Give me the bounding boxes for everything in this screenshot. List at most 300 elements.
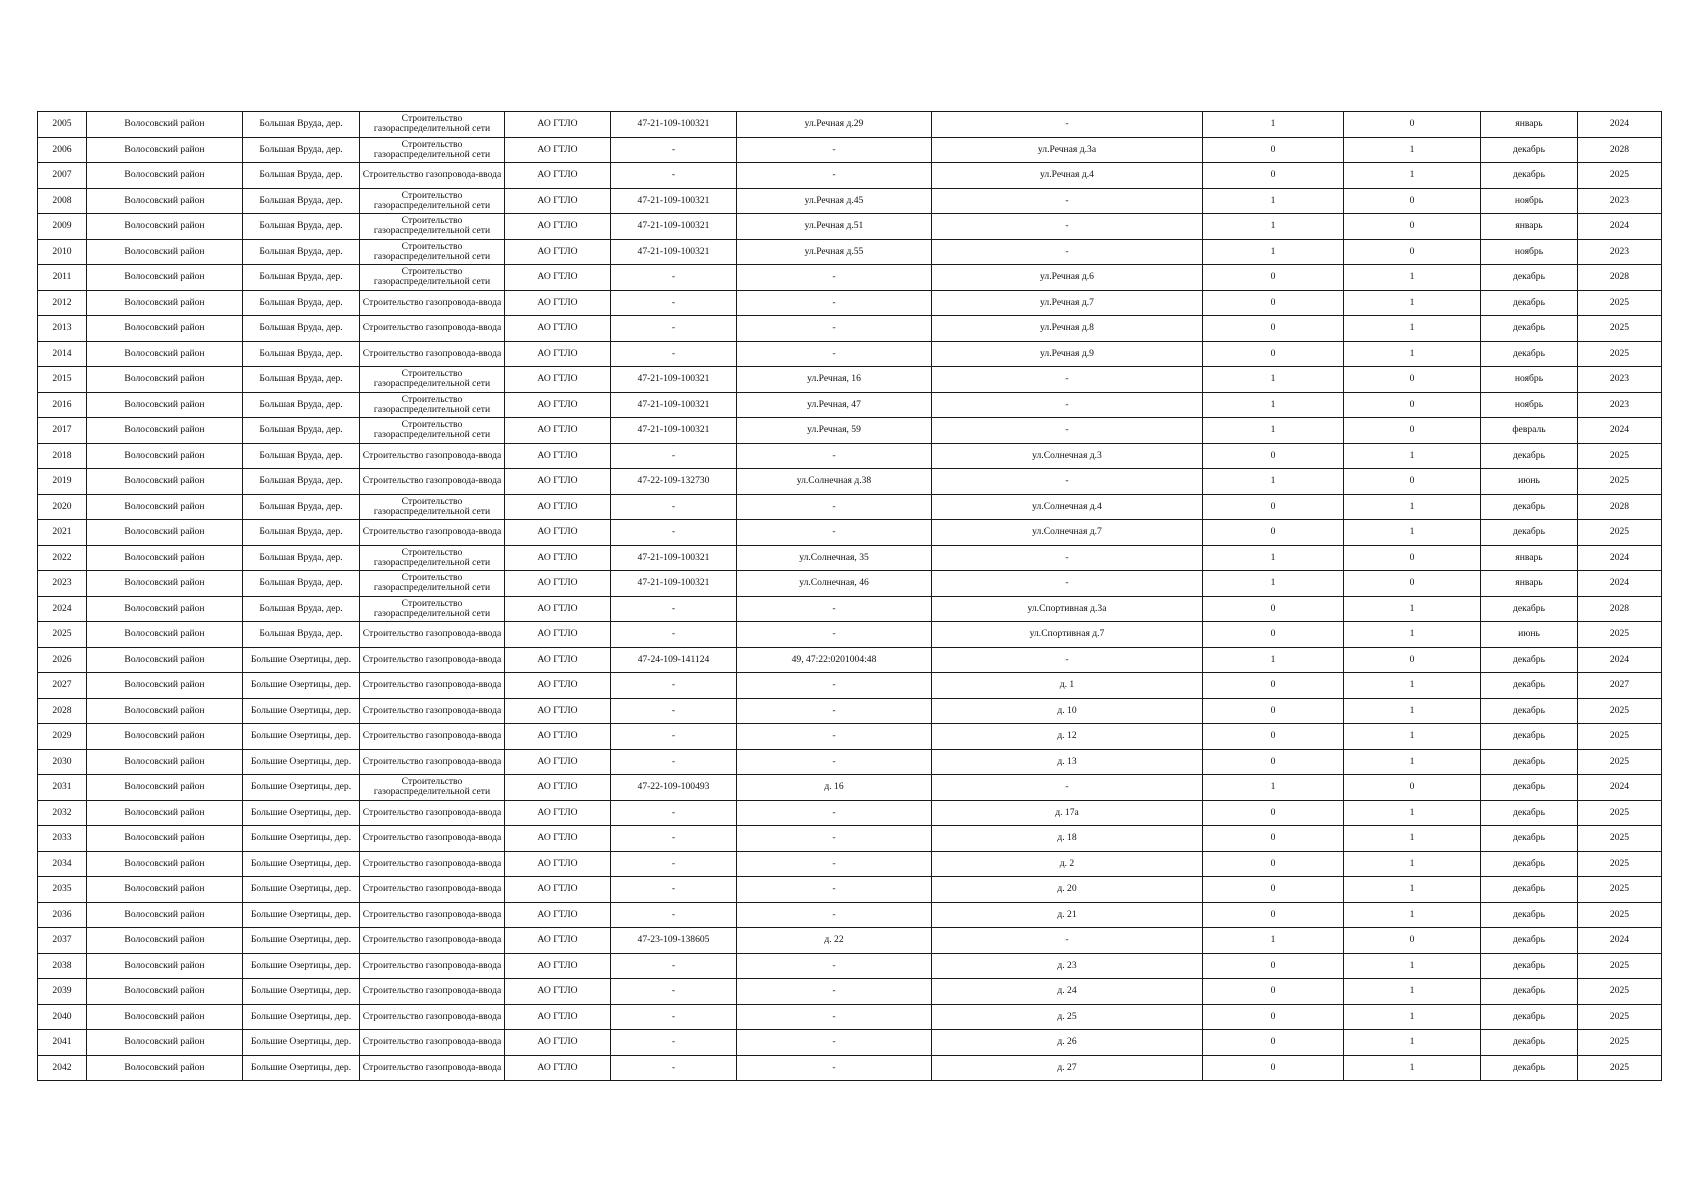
cell-district: Волосовский район: [87, 724, 243, 750]
cell-address-planned: -: [932, 188, 1203, 214]
cell-address-planned: ул.Солнечная д.3: [932, 443, 1203, 469]
cell-locality: Большая Вруда, дер.: [243, 443, 360, 469]
cell-value-2: 0: [1344, 239, 1481, 265]
cell-value-1: 0: [1203, 265, 1344, 291]
cell-district: Волосовский район: [87, 851, 243, 877]
cell-code: -: [611, 1030, 737, 1056]
cell-value-2: 1: [1344, 520, 1481, 546]
cell-organization: АО ГТЛО: [505, 265, 611, 291]
cell-number: 2005: [38, 112, 87, 138]
cell-number: 2029: [38, 724, 87, 750]
cell-address-built: -: [737, 1004, 932, 1030]
table-row: [38, 214, 1662, 240]
cell-address-built: ул.Речная д.55: [737, 239, 932, 265]
cell-month: июнь: [1481, 622, 1578, 648]
cell-work-type: Строительство газораспределительной сети: [360, 418, 505, 444]
cell-organization: АО ГТЛО: [505, 494, 611, 520]
cell-number: 2020: [38, 494, 87, 520]
cell-district: Волосовский район: [87, 928, 243, 954]
cell-address-built: -: [737, 265, 932, 291]
cell-month: декабрь: [1481, 851, 1578, 877]
cell-number: 2023: [38, 571, 87, 597]
cell-number: 2034: [38, 851, 87, 877]
cell-address-planned: ул.Речная д.7: [932, 290, 1203, 316]
cell-month: декабрь: [1481, 673, 1578, 699]
cell-year: 2028: [1578, 265, 1662, 291]
cell-year: 2025: [1578, 469, 1662, 495]
cell-code: -: [611, 622, 737, 648]
cell-value-2: 1: [1344, 622, 1481, 648]
cell-locality: Большая Вруда, дер.: [243, 163, 360, 189]
cell-address-built: ул.Речная д.29: [737, 112, 932, 138]
cell-number: 2010: [38, 239, 87, 265]
table-row: [38, 265, 1662, 291]
cell-organization: АО ГТЛО: [505, 469, 611, 495]
cell-code: 47-21-109-100321: [611, 571, 737, 597]
cell-year: 2028: [1578, 596, 1662, 622]
cell-organization: АО ГТЛО: [505, 520, 611, 546]
cell-code: 47-22-109-132730: [611, 469, 737, 495]
cell-year: 2025: [1578, 749, 1662, 775]
table-row: [38, 571, 1662, 597]
cell-value-1: 0: [1203, 851, 1344, 877]
cell-work-type: Строительство газопровода-ввода: [360, 698, 505, 724]
cell-organization: АО ГТЛО: [505, 1004, 611, 1030]
cell-value-2: 1: [1344, 494, 1481, 520]
cell-code: -: [611, 1004, 737, 1030]
cell-locality: Большие Озертицы, дер.: [243, 749, 360, 775]
cell-value-1: 0: [1203, 749, 1344, 775]
cell-district: Волосовский район: [87, 1004, 243, 1030]
cell-address-built: ул.Речная, 59: [737, 418, 932, 444]
cell-address-planned: д. 17а: [932, 800, 1203, 826]
table-row: [38, 928, 1662, 954]
cell-code: 47-21-109-100321: [611, 214, 737, 240]
cell-address-planned: д. 23: [932, 953, 1203, 979]
table-row: [38, 673, 1662, 699]
cell-locality: Большие Озертицы, дер.: [243, 775, 360, 801]
cell-address-built: -: [737, 596, 932, 622]
cell-organization: АО ГТЛО: [505, 341, 611, 367]
cell-code: -: [611, 673, 737, 699]
cell-organization: АО ГТЛО: [505, 928, 611, 954]
cell-year: 2025: [1578, 1004, 1662, 1030]
cell-address-built: -: [737, 290, 932, 316]
table-row: [38, 953, 1662, 979]
cell-organization: АО ГТЛО: [505, 724, 611, 750]
cell-year: 2025: [1578, 953, 1662, 979]
cell-month: январь: [1481, 214, 1578, 240]
cell-organization: АО ГТЛО: [505, 851, 611, 877]
cell-district: Волосовский район: [87, 520, 243, 546]
cell-number: 2013: [38, 316, 87, 342]
cell-number: 2019: [38, 469, 87, 495]
cell-value-2: 1: [1344, 724, 1481, 750]
cell-locality: Большая Вруда, дер.: [243, 137, 360, 163]
cell-value-2: 0: [1344, 367, 1481, 393]
table-row: [38, 724, 1662, 750]
cell-value-2: 1: [1344, 1004, 1481, 1030]
cell-code: -: [611, 1055, 737, 1081]
cell-year: 2025: [1578, 877, 1662, 903]
cell-organization: АО ГТЛО: [505, 392, 611, 418]
cell-address-built: ул.Солнечная, 46: [737, 571, 932, 597]
cell-locality: Большие Озертицы, дер.: [243, 1004, 360, 1030]
cell-organization: АО ГТЛО: [505, 698, 611, 724]
cell-code: -: [611, 596, 737, 622]
cell-district: Волосовский район: [87, 137, 243, 163]
cell-address-built: -: [737, 1030, 932, 1056]
table-row: [38, 596, 1662, 622]
cell-work-type: Строительство газопровода-ввода: [360, 826, 505, 852]
cell-address-planned: ул.Солнечная д.4: [932, 494, 1203, 520]
cell-value-1: 0: [1203, 520, 1344, 546]
cell-code: -: [611, 851, 737, 877]
cell-district: Волосовский район: [87, 647, 243, 673]
cell-value-2: 0: [1344, 545, 1481, 571]
cell-code: -: [611, 494, 737, 520]
cell-address-planned: д. 24: [932, 979, 1203, 1005]
cell-organization: АО ГТЛО: [505, 214, 611, 240]
cell-organization: АО ГТЛО: [505, 953, 611, 979]
cell-address-planned: -: [932, 545, 1203, 571]
cell-value-2: 1: [1344, 800, 1481, 826]
cell-year: 2024: [1578, 418, 1662, 444]
cell-value-2: 1: [1344, 137, 1481, 163]
cell-district: Волосовский район: [87, 443, 243, 469]
cell-locality: Большая Вруда, дер.: [243, 545, 360, 571]
cell-number: 2009: [38, 214, 87, 240]
table-row: [38, 902, 1662, 928]
cell-district: Волосовский район: [87, 902, 243, 928]
cell-value-1: 0: [1203, 1030, 1344, 1056]
cell-work-type: Строительство газопровода-ввода: [360, 443, 505, 469]
cell-district: Волосовский район: [87, 979, 243, 1005]
cell-work-type: Строительство газопровода-ввода: [360, 1055, 505, 1081]
cell-value-1: 0: [1203, 877, 1344, 903]
cell-address-planned: -: [932, 571, 1203, 597]
cell-work-type: Строительство газопровода-ввода: [360, 877, 505, 903]
cell-address-planned: -: [932, 469, 1203, 495]
cell-number: 2027: [38, 673, 87, 699]
cell-locality: Большая Вруда, дер.: [243, 239, 360, 265]
cell-year: 2024: [1578, 928, 1662, 954]
cell-locality: Большие Озертицы, дер.: [243, 953, 360, 979]
cell-address-built: -: [737, 953, 932, 979]
cell-locality: Большие Озертицы, дер.: [243, 979, 360, 1005]
cell-month: декабрь: [1481, 826, 1578, 852]
cell-code: 47-24-109-141124: [611, 647, 737, 673]
cell-code: -: [611, 953, 737, 979]
cell-value-1: 1: [1203, 239, 1344, 265]
cell-work-type: Строительство газораспределительной сети: [360, 571, 505, 597]
cell-district: Волосовский район: [87, 469, 243, 495]
cell-value-2: 1: [1344, 290, 1481, 316]
table-row: [38, 418, 1662, 444]
cell-organization: АО ГТЛО: [505, 877, 611, 903]
cell-value-2: 0: [1344, 647, 1481, 673]
cell-address-built: -: [737, 1055, 932, 1081]
cell-organization: АО ГТЛО: [505, 902, 611, 928]
cell-address-planned: д. 25: [932, 1004, 1203, 1030]
cell-month: декабрь: [1481, 724, 1578, 750]
cell-locality: Большая Вруда, дер.: [243, 418, 360, 444]
cell-organization: АО ГТЛО: [505, 112, 611, 138]
cell-value-1: 1: [1203, 418, 1344, 444]
cell-locality: Большие Озертицы, дер.: [243, 851, 360, 877]
cell-address-built: -: [737, 341, 932, 367]
cell-code: -: [611, 724, 737, 750]
cell-locality: Большие Озертицы, дер.: [243, 800, 360, 826]
cell-address-built: -: [737, 749, 932, 775]
cell-code: -: [611, 290, 737, 316]
cell-number: 2042: [38, 1055, 87, 1081]
cell-code: 47-21-109-100321: [611, 239, 737, 265]
cell-address-built: ул.Речная, 16: [737, 367, 932, 393]
cell-address-planned: -: [932, 367, 1203, 393]
cell-number: 2030: [38, 749, 87, 775]
cell-value-2: 0: [1344, 188, 1481, 214]
cell-district: Волосовский район: [87, 1030, 243, 1056]
cell-address-planned: -: [932, 239, 1203, 265]
cell-number: 2022: [38, 545, 87, 571]
cell-value-2: 0: [1344, 418, 1481, 444]
cell-month: декабрь: [1481, 1030, 1578, 1056]
cell-district: Волосовский район: [87, 596, 243, 622]
cell-organization: АО ГТЛО: [505, 749, 611, 775]
table-row: [38, 1004, 1662, 1030]
cell-district: Волосовский район: [87, 290, 243, 316]
cell-value-2: 1: [1344, 596, 1481, 622]
cell-number: 2026: [38, 647, 87, 673]
cell-month: декабрь: [1481, 1055, 1578, 1081]
cell-year: 2025: [1578, 902, 1662, 928]
cell-district: Волосовский район: [87, 800, 243, 826]
cell-locality: Большие Озертицы, дер.: [243, 673, 360, 699]
cell-value-2: 0: [1344, 571, 1481, 597]
cell-number: 2008: [38, 188, 87, 214]
cell-organization: АО ГТЛО: [505, 622, 611, 648]
cell-work-type: Строительство газопровода-ввода: [360, 316, 505, 342]
cell-address-planned: ул.Речная д.4: [932, 163, 1203, 189]
cell-locality: Большие Озертицы, дер.: [243, 928, 360, 954]
cell-value-1: 1: [1203, 392, 1344, 418]
cell-value-1: 0: [1203, 800, 1344, 826]
cell-year: 2025: [1578, 851, 1662, 877]
cell-month: декабрь: [1481, 647, 1578, 673]
cell-code: -: [611, 163, 737, 189]
cell-organization: АО ГТЛО: [505, 826, 611, 852]
cell-value-1: 0: [1203, 494, 1344, 520]
cell-address-planned: ул.Солнечная д.7: [932, 520, 1203, 546]
cell-address-built: -: [737, 622, 932, 648]
cell-locality: Большая Вруда, дер.: [243, 469, 360, 495]
cell-value-2: 1: [1344, 877, 1481, 903]
cell-value-1: 1: [1203, 545, 1344, 571]
cell-year: 2025: [1578, 520, 1662, 546]
cell-month: декабрь: [1481, 953, 1578, 979]
cell-work-type: Строительство газораспределительной сети: [360, 494, 505, 520]
cell-year: 2023: [1578, 239, 1662, 265]
cell-month: июнь: [1481, 469, 1578, 495]
cell-work-type: Строительство газопровода-ввода: [360, 800, 505, 826]
cell-number: 2031: [38, 775, 87, 801]
cell-district: Волосовский район: [87, 826, 243, 852]
cell-work-type: Строительство газораспределительной сети: [360, 367, 505, 393]
table-row: [38, 163, 1662, 189]
cell-locality: Большая Вруда, дер.: [243, 367, 360, 393]
cell-organization: АО ГТЛО: [505, 316, 611, 342]
cell-month: декабрь: [1481, 1004, 1578, 1030]
cell-work-type: Строительство газопровода-ввода: [360, 647, 505, 673]
cell-district: Волосовский район: [87, 341, 243, 367]
cell-year: 2025: [1578, 443, 1662, 469]
cell-address-built: -: [737, 877, 932, 903]
cell-address-built: -: [737, 494, 932, 520]
cell-value-2: 0: [1344, 928, 1481, 954]
cell-year: 2024: [1578, 545, 1662, 571]
cell-value-2: 1: [1344, 316, 1481, 342]
cell-month: декабрь: [1481, 290, 1578, 316]
cell-locality: Большие Озертицы, дер.: [243, 902, 360, 928]
table-row: [38, 877, 1662, 903]
cell-district: Волосовский район: [87, 392, 243, 418]
cell-value-1: 1: [1203, 647, 1344, 673]
cell-number: 2016: [38, 392, 87, 418]
cell-month: декабрь: [1481, 877, 1578, 903]
cell-month: декабрь: [1481, 775, 1578, 801]
cell-district: Волосовский район: [87, 163, 243, 189]
cell-value-2: 0: [1344, 392, 1481, 418]
cell-value-2: 1: [1344, 163, 1481, 189]
cell-district: Волосовский район: [87, 571, 243, 597]
cell-district: Волосовский район: [87, 418, 243, 444]
cell-number: 2032: [38, 800, 87, 826]
table-row: [38, 188, 1662, 214]
cell-value-2: 0: [1344, 469, 1481, 495]
cell-value-1: 1: [1203, 112, 1344, 138]
cell-locality: Большая Вруда, дер.: [243, 596, 360, 622]
cell-locality: Большая Вруда, дер.: [243, 112, 360, 138]
cell-address-planned: -: [932, 928, 1203, 954]
cell-work-type: Строительство газопровода-ввода: [360, 290, 505, 316]
cell-work-type: Строительство газораспределительной сети: [360, 112, 505, 138]
cell-address-planned: -: [932, 392, 1203, 418]
cell-district: Волосовский район: [87, 877, 243, 903]
cell-code: 47-21-109-100321: [611, 418, 737, 444]
cell-code: 47-21-109-100321: [611, 392, 737, 418]
cell-code: 47-23-109-138605: [611, 928, 737, 954]
cell-work-type: Строительство газопровода-ввода: [360, 1004, 505, 1030]
cell-district: Волосовский район: [87, 239, 243, 265]
table-row: [38, 392, 1662, 418]
cell-locality: Большая Вруда, дер.: [243, 290, 360, 316]
cell-organization: АО ГТЛО: [505, 979, 611, 1005]
cell-address-built: д. 22: [737, 928, 932, 954]
cell-year: 2025: [1578, 1055, 1662, 1081]
table-row: [38, 469, 1662, 495]
cell-month: декабрь: [1481, 265, 1578, 291]
cell-year: 2025: [1578, 979, 1662, 1005]
cell-address-planned: д. 27: [932, 1055, 1203, 1081]
cell-number: 2021: [38, 520, 87, 546]
cell-organization: АО ГТЛО: [505, 596, 611, 622]
cell-district: Волосовский район: [87, 188, 243, 214]
cell-code: 47-21-109-100321: [611, 188, 737, 214]
cell-year: 2027: [1578, 673, 1662, 699]
cell-district: Волосовский район: [87, 622, 243, 648]
cell-month: декабрь: [1481, 443, 1578, 469]
cell-value-1: 0: [1203, 137, 1344, 163]
cell-address-planned: д. 21: [932, 902, 1203, 928]
cell-value-2: 1: [1344, 341, 1481, 367]
cell-locality: Большая Вруда, дер.: [243, 622, 360, 648]
cell-address-planned: д. 13: [932, 749, 1203, 775]
table-row: [38, 545, 1662, 571]
cell-value-1: 0: [1203, 826, 1344, 852]
cell-organization: АО ГТЛО: [505, 545, 611, 571]
cell-work-type: Строительство газопровода-ввода: [360, 163, 505, 189]
cell-month: декабрь: [1481, 341, 1578, 367]
cell-month: декабрь: [1481, 596, 1578, 622]
cell-work-type: Строительство газопровода-ввода: [360, 1030, 505, 1056]
cell-organization: АО ГТЛО: [505, 188, 611, 214]
cell-number: 2014: [38, 341, 87, 367]
cell-value-2: 1: [1344, 826, 1481, 852]
cell-address-planned: ул.Спортивная д.3а: [932, 596, 1203, 622]
cell-value-1: 1: [1203, 775, 1344, 801]
cell-value-2: 0: [1344, 214, 1481, 240]
cell-month: январь: [1481, 571, 1578, 597]
cell-month: декабрь: [1481, 800, 1578, 826]
cell-address-planned: ул.Спортивная д.7: [932, 622, 1203, 648]
cell-work-type: Строительство газопровода-ввода: [360, 469, 505, 495]
cell-locality: Большая Вруда, дер.: [243, 571, 360, 597]
cell-address-built: -: [737, 851, 932, 877]
cell-address-built: ул.Речная д.51: [737, 214, 932, 240]
cell-value-1: 1: [1203, 188, 1344, 214]
cell-number: 2036: [38, 902, 87, 928]
cell-locality: Большая Вруда, дер.: [243, 520, 360, 546]
cell-year: 2023: [1578, 367, 1662, 393]
cell-value-2: 1: [1344, 673, 1481, 699]
cell-address-built: -: [737, 673, 932, 699]
cell-work-type: Строительство газораспределительной сети: [360, 265, 505, 291]
cell-value-1: 0: [1203, 673, 1344, 699]
cell-month: декабрь: [1481, 928, 1578, 954]
cell-number: 2007: [38, 163, 87, 189]
cell-address-planned: д. 10: [932, 698, 1203, 724]
cell-address-planned: д. 26: [932, 1030, 1203, 1056]
cell-month: февраль: [1481, 418, 1578, 444]
cell-value-1: 0: [1203, 622, 1344, 648]
cell-month: январь: [1481, 545, 1578, 571]
cell-address-built: -: [737, 520, 932, 546]
cell-value-1: 0: [1203, 698, 1344, 724]
cell-locality: Большие Озертицы, дер.: [243, 877, 360, 903]
cell-value-1: 0: [1203, 443, 1344, 469]
cell-work-type: Строительство газораспределительной сети: [360, 239, 505, 265]
cell-code: -: [611, 265, 737, 291]
cell-month: декабрь: [1481, 316, 1578, 342]
cell-number: 2028: [38, 698, 87, 724]
cell-month: январь: [1481, 112, 1578, 138]
cell-work-type: Строительство газораспределительной сети: [360, 545, 505, 571]
cell-address-built: д. 16: [737, 775, 932, 801]
cell-number: 2033: [38, 826, 87, 852]
cell-address-planned: ул.Речная д.3а: [932, 137, 1203, 163]
cell-locality: Большие Озертицы, дер.: [243, 647, 360, 673]
